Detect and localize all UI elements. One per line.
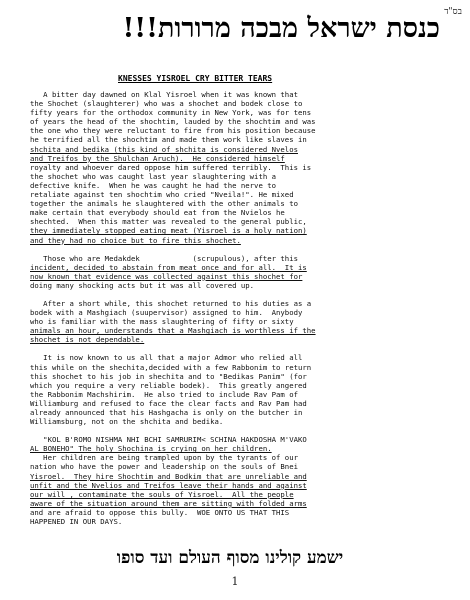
text-line: the shochet who was caught last year slaughtering with a bbox=[30, 171, 277, 181]
text-line: defective knife. When he was caught he had the nerve to bbox=[30, 180, 277, 190]
text-line: already announced that his Hashgacha is only on the butcher in bbox=[30, 408, 303, 417]
text-line: the one who they were reluctant to fire from his position because bbox=[30, 126, 316, 136]
text-line: HAPPENED IN OUR DAYS. bbox=[30, 517, 123, 527]
text-line: shchita and bedika (this kind of shchita is considered Nvelos bbox=[30, 144, 298, 154]
text-line: now known that evidence was collected against this shochet for bbox=[30, 271, 303, 281]
text-line: this while on the shechita,decided with a few Rabbonim to return bbox=[30, 362, 312, 372]
text-line: animals an hour, understands that a Mashgiach is worthless if the bbox=[30, 326, 316, 336]
text-line: shechted. When this matter was revealed to the general public, bbox=[30, 217, 307, 227]
text-line: the Rabbonim Machshirim. He also tried to include Rav Pam of bbox=[30, 389, 298, 399]
text-line: the Shochet (slaughterer) who was a shochet and bodek close to bbox=[30, 99, 303, 109]
text-line: together the animals he slaughtered with the other animals to bbox=[30, 199, 298, 209]
text-line: "KOL B'ROMO NISHMA NHI BCHI SAMRURIM< SCHINA HAKDOSHA M'VAKO bbox=[30, 435, 307, 445]
text-line: After a short while, this shochet returned to his duties as a bbox=[30, 298, 312, 308]
text-line: and Treifos by the Shulchan Aruch). He considered himself bbox=[30, 153, 285, 163]
text-line: make certain that everybody should eat from the Nvielos he bbox=[30, 208, 285, 218]
text-line: who is familiar with the mass slaughtering of fifty or sixty bbox=[30, 317, 294, 327]
text-line: which you require a very reliable bodek). This greatly angered bbox=[30, 380, 307, 390]
text-line: unfit and the Nvelios and Treifos leave their hands and against bbox=[30, 480, 307, 490]
bsd-mark: בס"ד bbox=[444, 7, 462, 17]
text-line: retaliate against ten shochtim who cried "Nveila!". He mixed bbox=[30, 190, 294, 200]
text-line: our will , contaminate the souls of Yisroel. All the people bbox=[30, 489, 294, 499]
text-line: royalty and whoever dared oppose him suffered terribly. This is bbox=[30, 162, 312, 172]
text-line: nation who have the power and leadership on the souls of Bnei bbox=[30, 462, 298, 472]
article-body bbox=[30, 90, 450, 535]
paragraph bbox=[30, 299, 450, 344]
text-line: Williamsburg, not on the shchita and bedika. bbox=[30, 417, 224, 427]
text-line: bodek with a Mashgiach (suupervisor) assigned to him. Anybody bbox=[30, 308, 303, 318]
text-line: incident, decided to abstain from meat once and for all. It is bbox=[30, 262, 307, 272]
text-line: they immediately stopped eating meat (Yisroel is a holy nation) bbox=[30, 226, 307, 236]
paragraph bbox=[30, 254, 450, 290]
text-line: Williamburg and refused to face the clear facts and Rav Pam had bbox=[30, 398, 307, 408]
paragraph bbox=[30, 90, 450, 245]
text-line: AL BONEHO" The holy Shochina is crying on her children. bbox=[30, 444, 272, 454]
text-line: A bitter day dawned on Klal Yisroel when it was known that bbox=[30, 90, 298, 99]
text-line: shochet is not dependable. bbox=[30, 335, 145, 345]
text-line: and they had no choice but to fire this shochet. bbox=[30, 235, 241, 245]
english-headline: KNESSES YISROEL CRY BITTER TEARS bbox=[118, 74, 273, 83]
text-line: aware of the situation around them are sitting with folded arms bbox=[30, 498, 307, 508]
text-line: fifty years for the orthodox community in New York, was for tens bbox=[30, 108, 312, 118]
paragraph bbox=[30, 353, 450, 426]
text-line: of years the head of the shochtim, lauded by the shochtim and was bbox=[30, 117, 316, 127]
text-line: Those who are Medakdek (scrupulous), after this bbox=[30, 253, 298, 263]
paragraph bbox=[30, 435, 450, 526]
text-line: Yisroel. They hire Shochtim and Bodkim that are unreliable and bbox=[30, 471, 307, 481]
text-line: It is now known to us all that a major Admor who relied all bbox=[30, 353, 303, 363]
text-line: Her children are being trampled upon by the tyrants of our bbox=[30, 453, 298, 463]
page-number: 1 bbox=[231, 575, 239, 588]
text-line: and are afraid to oppose this bully. WOE ONTO US THAT THIS bbox=[30, 507, 290, 517]
hebrew-headline: כנסת ישראל מבכה מרורות!!! bbox=[122, 13, 440, 44]
hebrew-closing-line: ישמע קולינו מסוף העולם ועד סופו bbox=[116, 548, 344, 568]
text-line: this shochet to his job in shechita and to "Bedikas Panim" (for bbox=[30, 371, 307, 381]
text-line: doing many shocking acts but it was all covered up. bbox=[30, 280, 255, 290]
text-line: he terrified all the shochtim and made them work like slaves in bbox=[30, 135, 307, 145]
